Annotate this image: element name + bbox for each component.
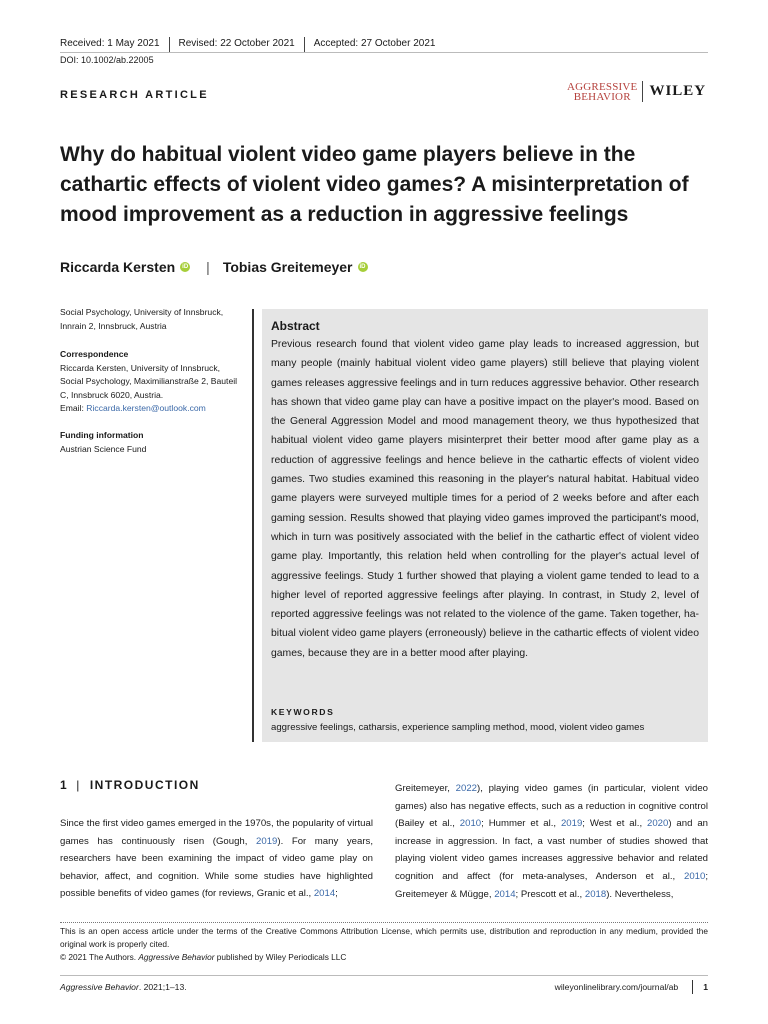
citation-link[interactable]: 2018 xyxy=(584,888,607,900)
email-label: Email: xyxy=(60,403,84,414)
section-heading xyxy=(60,778,200,792)
wiley-logo: WILEY xyxy=(649,83,707,99)
section-number: 1 xyxy=(60,778,69,792)
body-text: ; West et al., xyxy=(582,818,647,830)
author-separator: | xyxy=(206,259,210,275)
citation-link[interactable]: 2010 xyxy=(459,818,482,830)
abstract-heading: Abstract xyxy=(271,319,320,333)
journal-logo xyxy=(567,81,706,102)
logo-divider xyxy=(642,81,643,102)
logo-line-2: BEHAVIOR xyxy=(573,90,631,103)
orcid-icon[interactable]: iD xyxy=(182,264,189,270)
citation-link[interactable]: 2022 xyxy=(455,783,477,794)
body-text: ; Greitemeyer & Mügge, xyxy=(395,870,708,900)
body-text: ). Nevertheless, xyxy=(606,888,674,900)
logo-line-1: AGGRESSIVE xyxy=(567,80,638,93)
funding xyxy=(60,429,240,456)
doi[interactable]: DOI: 10.1002/ab.22005 xyxy=(60,55,154,65)
accepted-date: Accepted: 27 October 2021 xyxy=(313,38,436,49)
funding-heading: Funding information xyxy=(60,430,144,440)
correspondence-heading: Correspondence xyxy=(60,349,129,359)
citation-text: . 2021;1–13. xyxy=(138,982,187,992)
email-link[interactable]: Riccarda.kersten@outlook.com xyxy=(86,403,206,414)
journal-name: Aggressive Behavior xyxy=(60,982,139,992)
body-text: Since the first video games emerged in the 1970s, the popularity of virtual games has continuously risen (Gough, xyxy=(60,818,373,847)
journal-name: Aggressive Behavior xyxy=(138,951,215,962)
citation-link[interactable]: 2020 xyxy=(647,818,669,830)
aggressive-behavior-logo xyxy=(567,82,637,102)
citation-link[interactable]: 2014 xyxy=(313,888,336,900)
copyright-text: published by Wiley Periodicals LLC xyxy=(214,951,347,962)
body-text: ), playing video games (in particular, violent video games) also has negative effects, such as a reduction in cognitive control (Bailey et al., xyxy=(395,783,708,830)
abstract-text: Previous research found that violent video game play leads to increased aggression, but many people (mainly habitual violent video game players) still believe that playing violent games releases aggressive feelings and in turn reduces aggressive behavior. Other research has shown that video game play can have a positive impact on the player's mood. Based on the General Aggression Model and mood management theory, we thus hypothesized that habitual violent video game players misinterpret their better mood after game play as a reduction of aggressive feelings and hence believe in the cathartic effects of violent video games. Two studies examined this reasoning in the player's natural habitat. Habitual video game players were surveyed multiple times for a period of 2 weeks before and after each gaming session. Results showed that playing video games improved the participant's mood, which in turn was positively associated with the belief in the cathartic effect of violent video game play. Importantly, this relation held when controlling for the player's actual level of aggressive feelings. Study 1 further showed that playing a violent game tended to lead to a higher level of reported aggressive feelings after playing. In contrast, in Study 2, level of reported aggressive feelings was not related to the violence of the game. Taken together, habitual violent video game players (erroneously) believe in the cathartic effects of violent video games, because they are in a better mood after playing. xyxy=(271,339,699,659)
section-title: INTRODUCTION xyxy=(89,778,200,792)
journal-url[interactable]: wileyonlinelibrary.com/journal/ab xyxy=(554,982,679,992)
section-separator: | xyxy=(76,778,81,792)
revised-date: Revised: 22 October 2021 xyxy=(178,38,295,49)
body-text: ). For many years, researchers have been examining the impact of video game play on behavior, affect, and cognition. While some studies have highlighted possible benefits of video games (for reviews, Granic et al., xyxy=(60,835,373,900)
copyright-text: © 2021 The Authors. xyxy=(60,951,139,962)
author-name[interactable]: Tobias Greitemeyer xyxy=(222,259,353,275)
author-name[interactable]: Riccarda Kersten xyxy=(60,259,176,275)
citation-link[interactable]: 2019 xyxy=(256,835,278,847)
correspondence-text: Riccarda Kersten, University of Innsbruck, Social Psychology, Maximilianstraße 2, Bauteil C, Innsbruck 6020, Austria. xyxy=(60,362,238,400)
article-dates xyxy=(60,37,444,53)
copyright-line xyxy=(60,951,708,964)
header-rule xyxy=(60,52,708,53)
license-text: This is an open access article under the terms of the Creative Commons Attribution License, which permits use, distribution and reproduction in any medium, provided the original work is properly cited. xyxy=(60,926,708,949)
footer-citation xyxy=(60,982,187,992)
body-text: ; Hummer et al., xyxy=(481,818,561,830)
page-footer xyxy=(60,980,708,994)
page-divider xyxy=(692,980,693,994)
body-column-left xyxy=(60,815,373,903)
abstract-left-rule xyxy=(252,309,254,742)
page-number: 1 xyxy=(703,982,708,992)
abstract-box xyxy=(262,309,708,742)
correspondence xyxy=(60,348,240,416)
affiliation: Social Psychology, University of Innsbruck, Innrain 2, Innsbruck, Austria xyxy=(60,307,224,331)
footer-right xyxy=(555,980,708,994)
citation-link[interactable]: 2010 xyxy=(683,870,706,882)
orcid-icon[interactable]: iD xyxy=(359,264,366,270)
author-list xyxy=(60,259,368,275)
article-title: Why do habitual violent video game players believe in the cathartic effects of violent video games? A misinterpretation of mood improvement as a reduction in aggressive feelings xyxy=(60,143,689,226)
received-date: Received: 1 May 2021 xyxy=(60,38,160,49)
body-text: ) and an increase in aggression. In fact, a vast number of studies showed that playing violent video games increases aggressive behavior and related cognition and affect (for meta-analyses, Anderson et al., xyxy=(395,818,708,882)
keywords-heading: KEYWORDS xyxy=(271,707,335,717)
body-text: Greitemeyer, xyxy=(395,783,456,794)
body-text: ; xyxy=(335,888,338,900)
footer-rule xyxy=(60,975,708,976)
citation-link[interactable]: 2019 xyxy=(560,818,583,830)
license-divider xyxy=(60,922,708,923)
article-type: RESEARCH ARTICLE xyxy=(60,89,209,101)
funding-text: Austrian Science Fund xyxy=(60,443,147,454)
body-column-right xyxy=(395,780,708,903)
keywords-text: aggressive feelings, catharsis, experience sampling method, mood, violent video games xyxy=(271,722,645,733)
citation-link[interactable]: 2014 xyxy=(494,888,516,900)
body-text: ; Prescott et al., xyxy=(515,888,585,900)
license-notice xyxy=(60,925,708,964)
